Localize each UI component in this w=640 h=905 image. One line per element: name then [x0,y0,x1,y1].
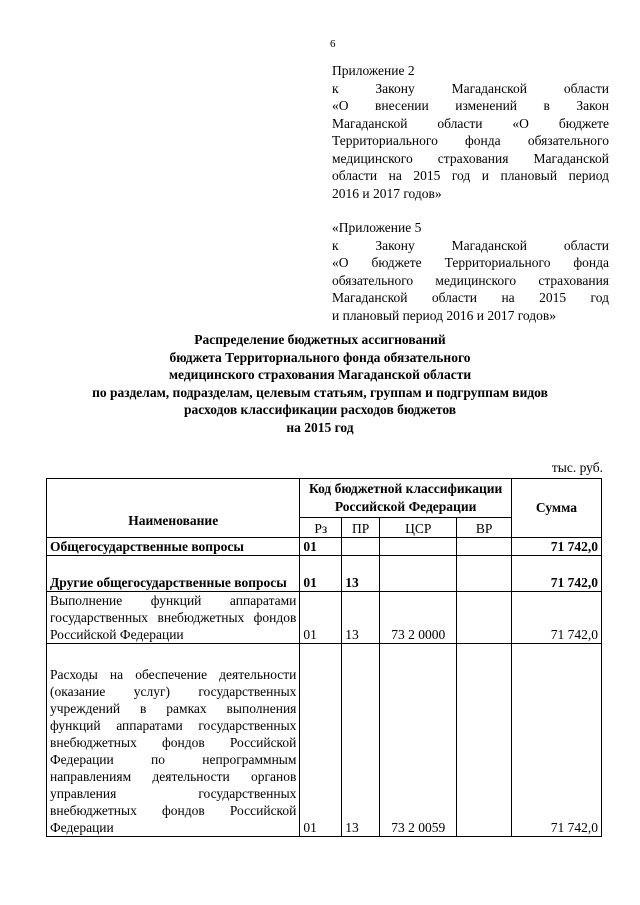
appendix-2-line: области на 2015 год и плановый период [332,168,609,183]
row-vr [457,556,511,592]
row-csr: 73 2 0059 [379,644,456,837]
row-vr [457,644,511,837]
appendix-5-line: и плановый период 2016 и 2017 годов» [332,307,557,323]
appendix-5-line: Магаданской области на 2015 год [332,290,609,305]
row-sum: 71 742,0 [511,538,601,556]
row-name: Выполнение функций аппаратами государственных внебюджетных фондов Российской Федерации [47,592,300,644]
appendix-5-line: «Приложение 5 [332,220,422,235]
appendix-2-line: «О внесении изменений в Закон [332,98,609,113]
header-pr: ПР [342,518,380,538]
title-line: на 2015 год [286,419,354,435]
appendix-2-line: медицинского страхования Магаданской [332,150,609,166]
row-pr [342,538,380,556]
row-vr [457,538,511,556]
page-number: 6 [330,38,336,50]
row-csr [379,556,456,592]
header-rz: Рз [300,518,342,538]
row-name: Другие общегосударственные вопросы [47,556,300,592]
header-code-group: Код бюджетной классификации Российской Федерации [300,479,511,518]
title-line: бюджета Территориального фонда обязательного [169,349,471,365]
header-sum: Сумма [511,479,601,538]
row-rz: 01 [300,538,342,556]
table-row [47,592,602,644]
units-label: тыс. руб. [551,460,603,475]
table-row [47,538,602,556]
row-name: Общегосударственные вопросы [47,538,300,556]
row-sum: 71 742,0 [511,556,601,592]
title-line: по разделам, подразделам, целевым статьям, группам и подгруппам видов [92,384,548,400]
appendix-5-line: «О бюджете Территориального фонда [332,255,609,270]
appendix-2-line: Территориального фонда обязательного [332,133,609,148]
row-pr: 13 [342,556,380,592]
row-sum: 71 742,0 [511,644,601,837]
table-row [47,644,602,837]
appendix-5-block [332,219,609,324]
row-pr: 13 [342,644,380,837]
header-name: Наименование [47,479,300,538]
row-rz: 01 [300,592,342,644]
header-csr: ЦСР [379,518,456,538]
row-csr: 73 2 0000 [379,592,456,644]
table-row [47,556,602,592]
title-line: медицинского страхования Магаданской области [168,367,472,382]
title-line: Распределение бюджетных ассигнований [194,332,446,347]
budget-table [46,478,602,837]
row-sum: 71 742,0 [511,592,601,644]
row-csr [379,538,456,556]
row-vr [457,592,511,644]
appendix-2-line: Приложение 2 [332,63,415,78]
row-rz: 01 [300,556,342,592]
document-title [40,331,600,436]
header-vr: ВР [457,518,511,538]
appendix-5-line: к Закону Магаданской области [332,237,609,253]
appendix-2-line: к Закону Магаданской области [332,80,609,96]
title-line: расходов классификации расходов бюджетов [183,402,457,417]
row-name: Расходы на обеспечение деятельности (оказание услуг) государственных учреждений в рамках выполнения функций аппаратами государственных внебюджетных фондов Российской Федерации по непрограммным направлениям деятельности органов управления государственных внебюджетных фондов Российской Федерации [47,644,300,837]
appendix-2-line: 2016 и 2017 годов» [332,185,442,201]
row-rz: 01 [300,644,342,837]
appendix-2-line: Магаданской области «О бюджете [332,115,609,131]
row-pr: 13 [342,592,380,644]
appendix-2-block [332,62,609,202]
appendix-5-line: обязательного медицинского страхования [332,272,609,288]
